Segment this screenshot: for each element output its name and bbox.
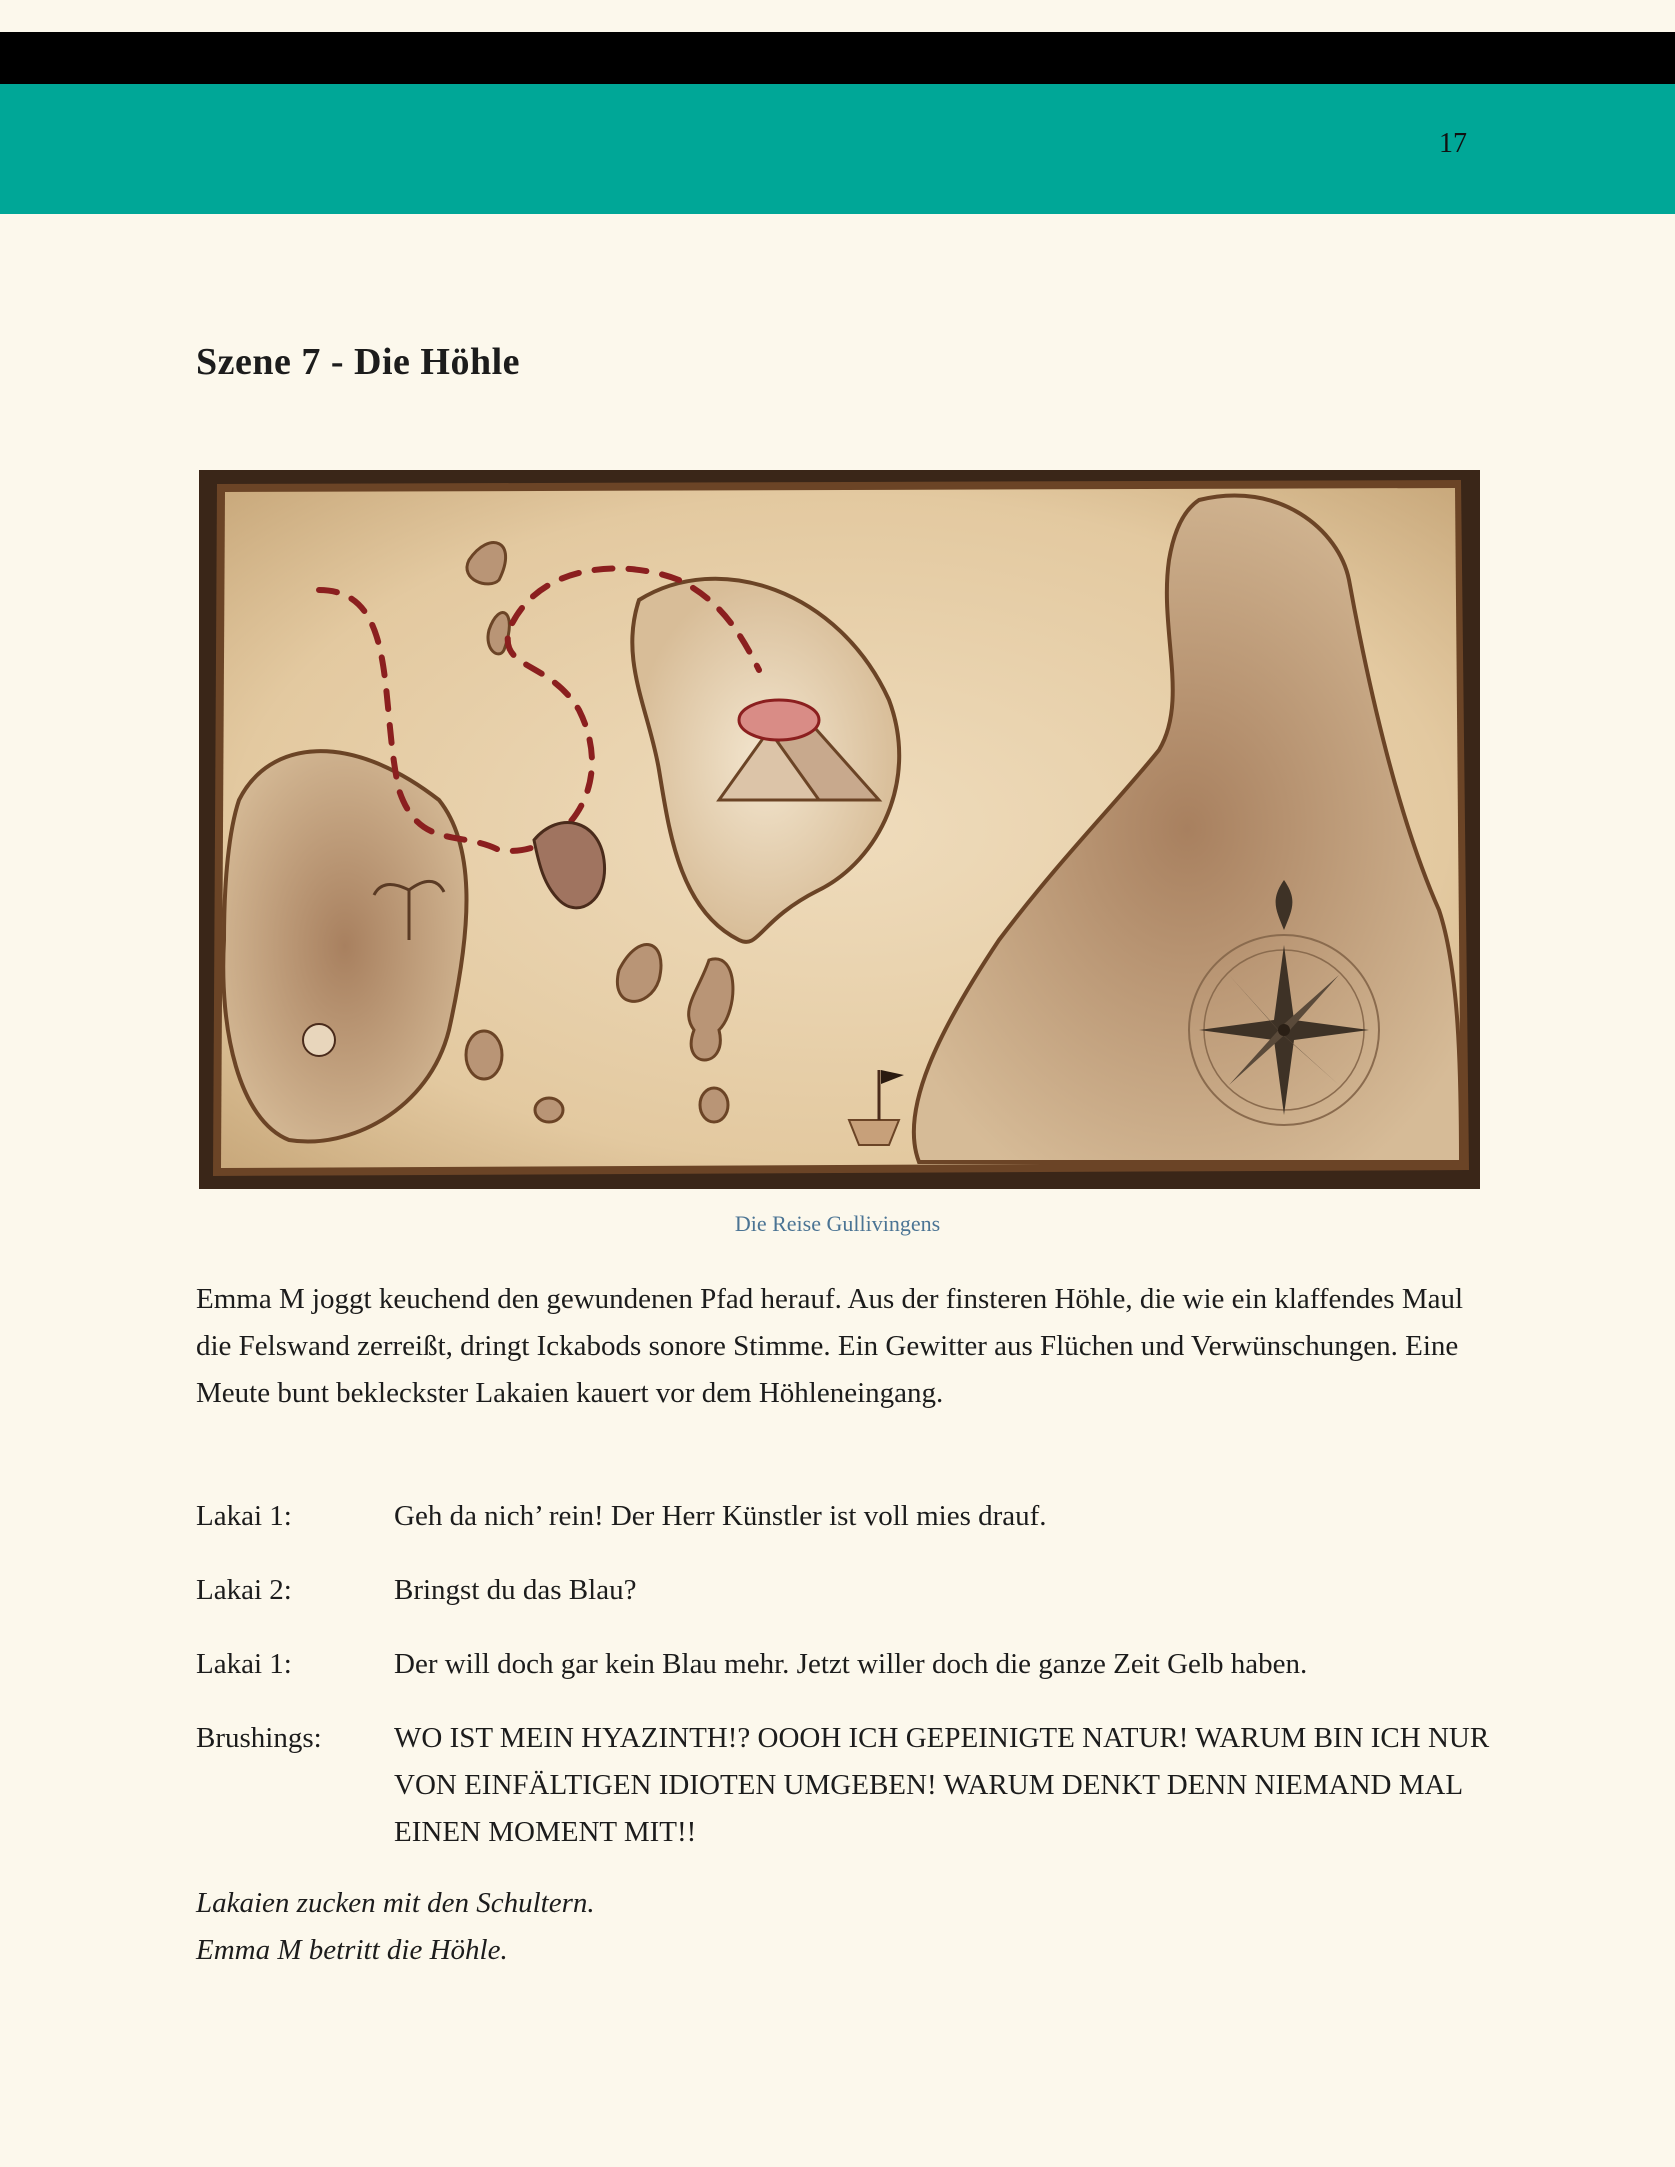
treasure-map-illustration <box>199 470 1480 1189</box>
stage-direction-line: Emma M betritt die Höhle. <box>196 1934 508 1966</box>
dialogue-text: Der will doch gar kein Blau mehr. Jetzt willer doch die ganze Zeit Gelb haben. <box>394 1648 1308 1680</box>
speaker-name: Lakai 1: <box>196 1500 292 1532</box>
dialogue-text: Geh da nich’ rein! Der Herr Künstler ist voll mies drauf. <box>394 1500 1047 1532</box>
speaker-name: Brushings: <box>196 1722 322 1754</box>
scene-heading: Szene 7 - Die Höhle <box>196 341 521 383</box>
narrative-paragraph: Emma M joggt keuchend den gewundenen Pfad herauf. Aus der finsteren Höhle, die wie ein klaffendes Maul die Felswand zerreißt, dringt Ickabods sonore Stimme. Ein Gewitter aus Flüchen und Verwünschungen. Eine Meute bunt bekleckster Lakaien kauert vor dem Höhleneingang. <box>196 1283 1464 1409</box>
dialogue-text: WO IST MEIN HYAZINTH!? OOOH ICH GEPEINIGTE NATUR! WARUM BIN ICH NUR VON EINFÄLTIGEN IDIOTEN UMGEBEN! WARUM DENKT DENN NIEMAND MAL EINEN MOMENT MIT!! <box>394 1722 1490 1848</box>
figure-caption: Die Reise Gullivingens <box>734 1211 941 1236</box>
stage-direction-line: Lakaien zucken mit den Schultern. <box>196 1887 595 1919</box>
page-number: 17 <box>1439 128 1467 159</box>
header-black-bar <box>0 32 1675 84</box>
header-teal-bar <box>0 84 1675 214</box>
speaker-name: Lakai 1: <box>196 1648 292 1680</box>
stage-directions <box>196 1880 595 1974</box>
speaker-name: Lakai 2: <box>196 1574 292 1606</box>
dialogue-text: Bringst du das Blau? <box>394 1574 637 1606</box>
